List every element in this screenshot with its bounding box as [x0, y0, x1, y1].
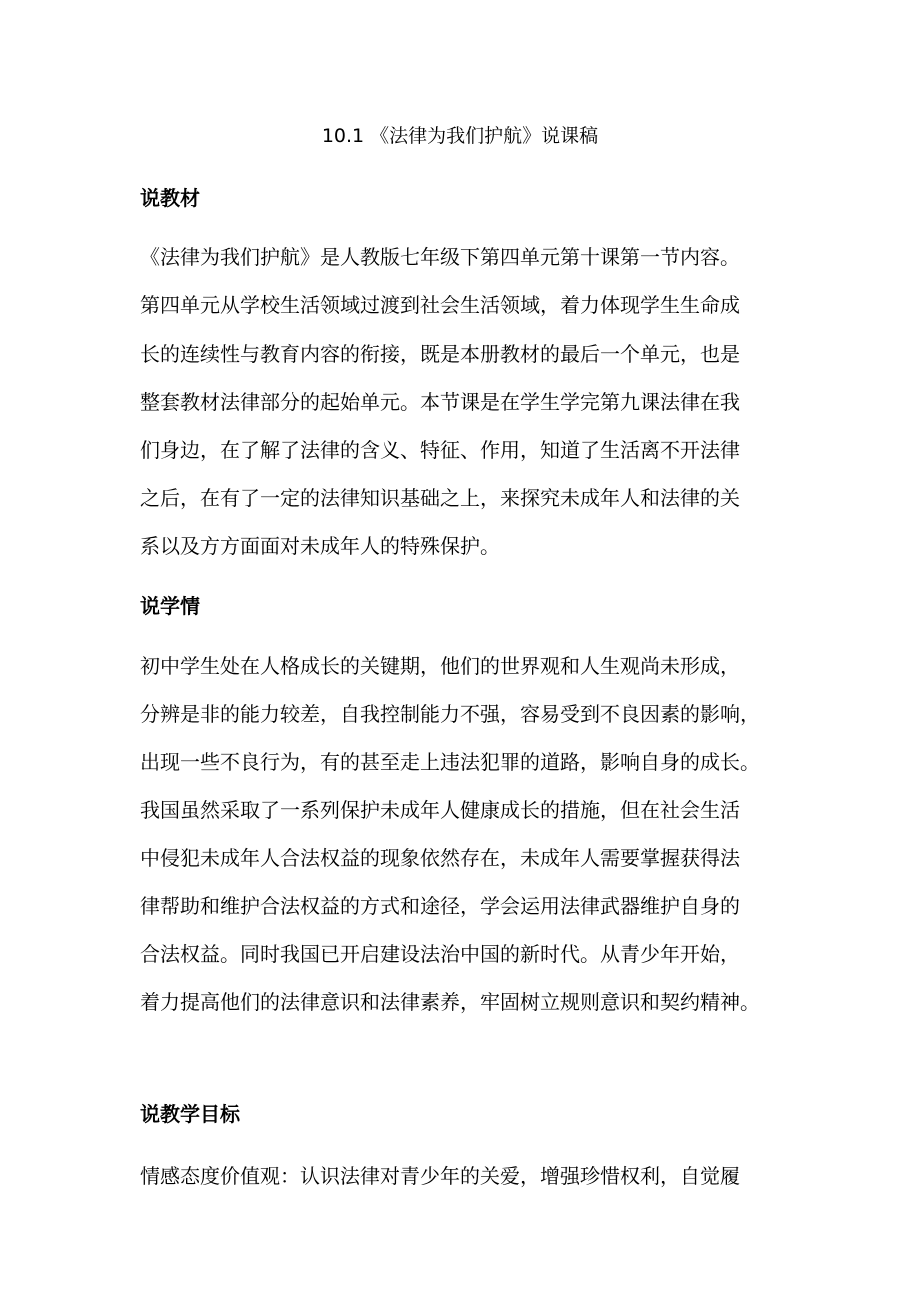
- paragraph-line: 系以及方方面面对未成年人的特殊保护。: [140, 534, 500, 558]
- paragraph-line: 们身边，在了解了法律的含义、特征、作用，知道了生活离不开法律: [140, 438, 740, 462]
- paragraph-line: 第四单元从学校生活领域过渡到社会生活领域，着力体现学生生命成: [140, 293, 740, 317]
- paragraph-line: 分辨是非的能力较差，自我控制能力不强，容易受到不良因素的影响，: [140, 702, 760, 726]
- paragraph-line: 《法律为我们护航》是人教版七年级下第四单元第十课第一节内容。: [140, 245, 740, 269]
- paragraph-line: 情感态度价值观：认识法律对青少年的关爱，增强珍惜权利，自觉履: [140, 1164, 740, 1188]
- paragraph-line: 初中学生处在人格成长的关键期，他们的世界观和人生观尚未形成，: [140, 654, 740, 678]
- paragraph-line: 着力提高他们的法律意识和法律素养，牢固树立规则意识和契约精神。: [140, 990, 760, 1014]
- section-heading-textbook: 说教材: [140, 186, 200, 210]
- paragraph-line: 合法权益。同时我国已开启建设法治中国的新时代。从青少年开始，: [140, 942, 740, 966]
- paragraph-line: 长的连续性与教育内容的衔接，既是本册教材的最后一个单元，也是: [140, 342, 740, 366]
- section-heading-students: 说学情: [140, 594, 200, 618]
- paragraph-line: 律帮助和维护合法权益的方式和途径，学会运用法律武器维护自身的: [140, 894, 740, 918]
- paragraph-line: 中侵犯未成年人合法权益的现象依然存在，未成年人需要掌握获得法: [140, 846, 740, 870]
- paragraph-line: 之后，在有了一定的法律知识基础之上，来探究未成年人和法律的关: [140, 486, 740, 510]
- section-heading-objectives: 说教学目标: [140, 1102, 240, 1126]
- paragraph-line: 我国虽然采取了一系列保护未成年人健康成长的措施，但在社会生活: [140, 798, 740, 822]
- document-title: 10.1 《法律为我们护航》说课稿: [321, 125, 599, 147]
- paragraph-line: 出现一些不良行为，有的甚至走上违法犯罪的道路，影响自身的成长。: [140, 750, 760, 774]
- paragraph-line: 整套教材法律部分的起始单元。本节课是在学生学完第九课法律在我: [140, 390, 740, 414]
